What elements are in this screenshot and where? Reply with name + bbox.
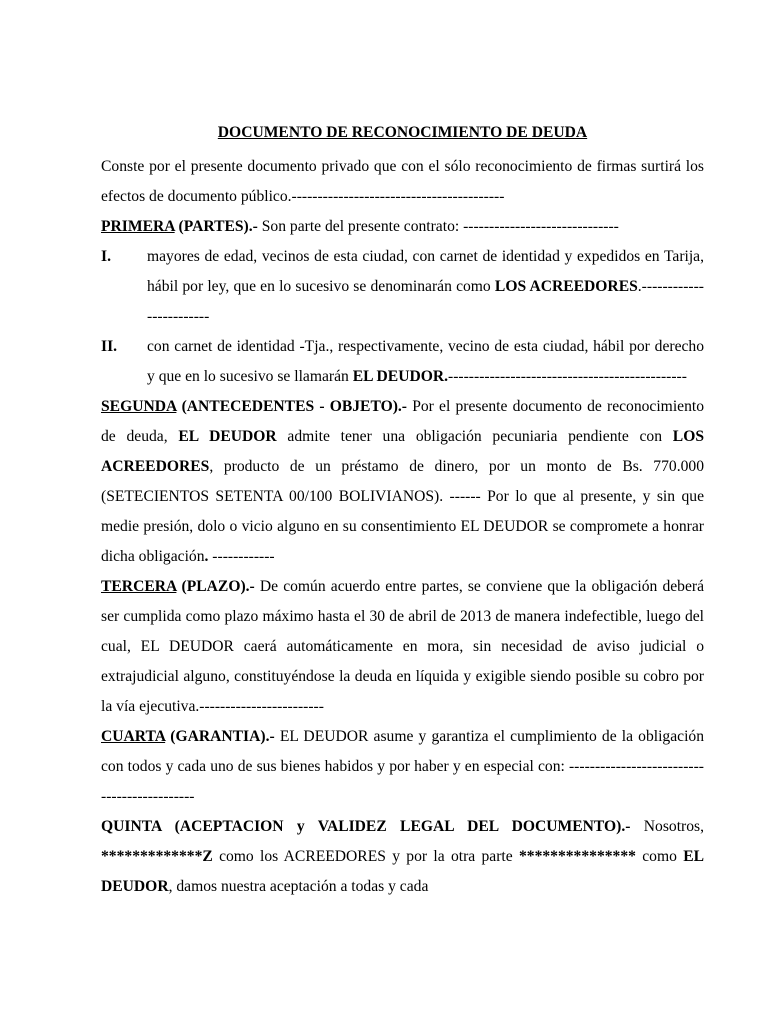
clause-tercera-heading: TERCERA bbox=[101, 578, 177, 595]
clause-cuarta-label: (GARANTIA).- bbox=[165, 728, 275, 745]
clause-primera-text: Son parte del presente contrato: ------------------------------ bbox=[257, 218, 619, 235]
clause-segunda bbox=[101, 392, 704, 572]
clause-tercera-label: (PLAZO).- bbox=[176, 578, 255, 595]
clause-cuarta bbox=[101, 722, 704, 812]
clause-tercera-text: De común acuerdo entre partes, se conviene que la obligación deberá ser cumplida como plazo máximo hasta el 30 de abril de 2013 de manera indefectible, luego del cual, EL DEUDOR caerá automáticamente en mora, sin necesidad de aviso judicial o extrajudicial alguno, constituyéndose la deuda en líquida y exigible siendo posible su cobro por la vía ejecutiva.------------------------ bbox=[101, 578, 704, 715]
party-item-1-number: I. bbox=[101, 248, 111, 265]
clause-quinta-bold-3: EL DEUDOR bbox=[101, 848, 704, 895]
clause-segunda-bold-2: LOS ACREEDORES bbox=[101, 428, 704, 475]
clause-segunda-text-4: ------------ bbox=[208, 548, 275, 565]
party-item-2-text bbox=[147, 332, 704, 392]
clause-primera-heading: PRIMERA bbox=[101, 218, 175, 235]
clause-segunda-heading: SEGUNDA bbox=[101, 398, 177, 415]
clause-segunda-text-1: Por el presente documento de reconocimiento de deuda, bbox=[101, 398, 704, 445]
clause-quinta-text-4: , damos nuestra aceptación a todas y cada bbox=[168, 878, 429, 895]
clause-cuarta-heading: CUARTA bbox=[101, 728, 166, 745]
clause-quinta-bold-2: *************** bbox=[518, 848, 636, 865]
clause-quinta bbox=[101, 812, 704, 902]
clause-primera-label: (PARTES).- bbox=[174, 218, 258, 235]
party-item-2-desc: con carnet de identidad -Tja., respectivamente, vecino de esta ciudad, hábil por derecho y que en lo sucesivo se llamarán bbox=[147, 338, 704, 385]
clause-segunda-text-3: , producto de un préstamo de dinero, por un monto de Bs. 770.000 (SETECIENTOS SETENTA 00/100 BOLIVIANOS). ------ Por lo que al presente, y sin que medie presión, dolo o vicio alguno en su consentimiento EL DEUDOR se compromete a honrar dicha obligación bbox=[101, 458, 704, 565]
party-item-1-role: LOS ACREEDORES bbox=[494, 278, 638, 295]
clause-segunda-text-2: admite tener una obligación pecuniaria pendiente con bbox=[276, 428, 673, 445]
clause-segunda-bold-1: EL DEUDOR bbox=[178, 428, 277, 445]
party-item-1-desc: mayores de edad, vecinos de esta ciudad, con carnet de identidad y expedidos en Tarija, hábil por ley, que en lo sucesivo se denominarán como bbox=[147, 248, 704, 295]
clause-primera bbox=[101, 212, 704, 242]
party-item-2-role: EL DEUDOR. bbox=[352, 368, 449, 385]
party-item-2-tail: ---------------------------------------------- bbox=[448, 368, 687, 385]
clause-cuarta-text: EL DEUDOR asume y garantiza el cumplimiento de la obligación con todos y cada uno de sus bienes habidos y por haber y en especial con: -------------------------------------------- bbox=[101, 728, 704, 805]
clause-quinta-text-3: como bbox=[635, 848, 684, 865]
intro-paragraph: Conste por el presente documento privado que con el sólo reconocimiento de firmas surtirá los efectos de documento público.----------------------------------------- bbox=[101, 158, 704, 205]
clause-quinta-heading: QUINTA (ACEPTACION y VALIDEZ LEGAL DEL DOCUMENTO).- bbox=[101, 818, 631, 835]
party-item-1-tail: .------------------------ bbox=[147, 278, 704, 325]
party-item-2-number: II. bbox=[101, 338, 118, 355]
document-title: DOCUMENTO DE RECONOCIMIENTO DE DEUDA bbox=[217, 124, 588, 141]
party-item-1-text bbox=[147, 242, 704, 332]
clause-quinta-text-2: como los ACREEDORES y por la otra parte bbox=[212, 848, 519, 865]
clause-quinta-bold-1: *************Z bbox=[101, 848, 213, 865]
clause-tercera bbox=[101, 572, 704, 722]
clause-quinta-text-1: Nosotros, bbox=[630, 818, 704, 835]
party-item-2 bbox=[101, 332, 704, 392]
clause-segunda-label: (ANTECEDENTES - OBJETO).- bbox=[176, 398, 407, 415]
clause-segunda-bold-3: . bbox=[204, 548, 209, 565]
party-item-1 bbox=[101, 242, 704, 332]
